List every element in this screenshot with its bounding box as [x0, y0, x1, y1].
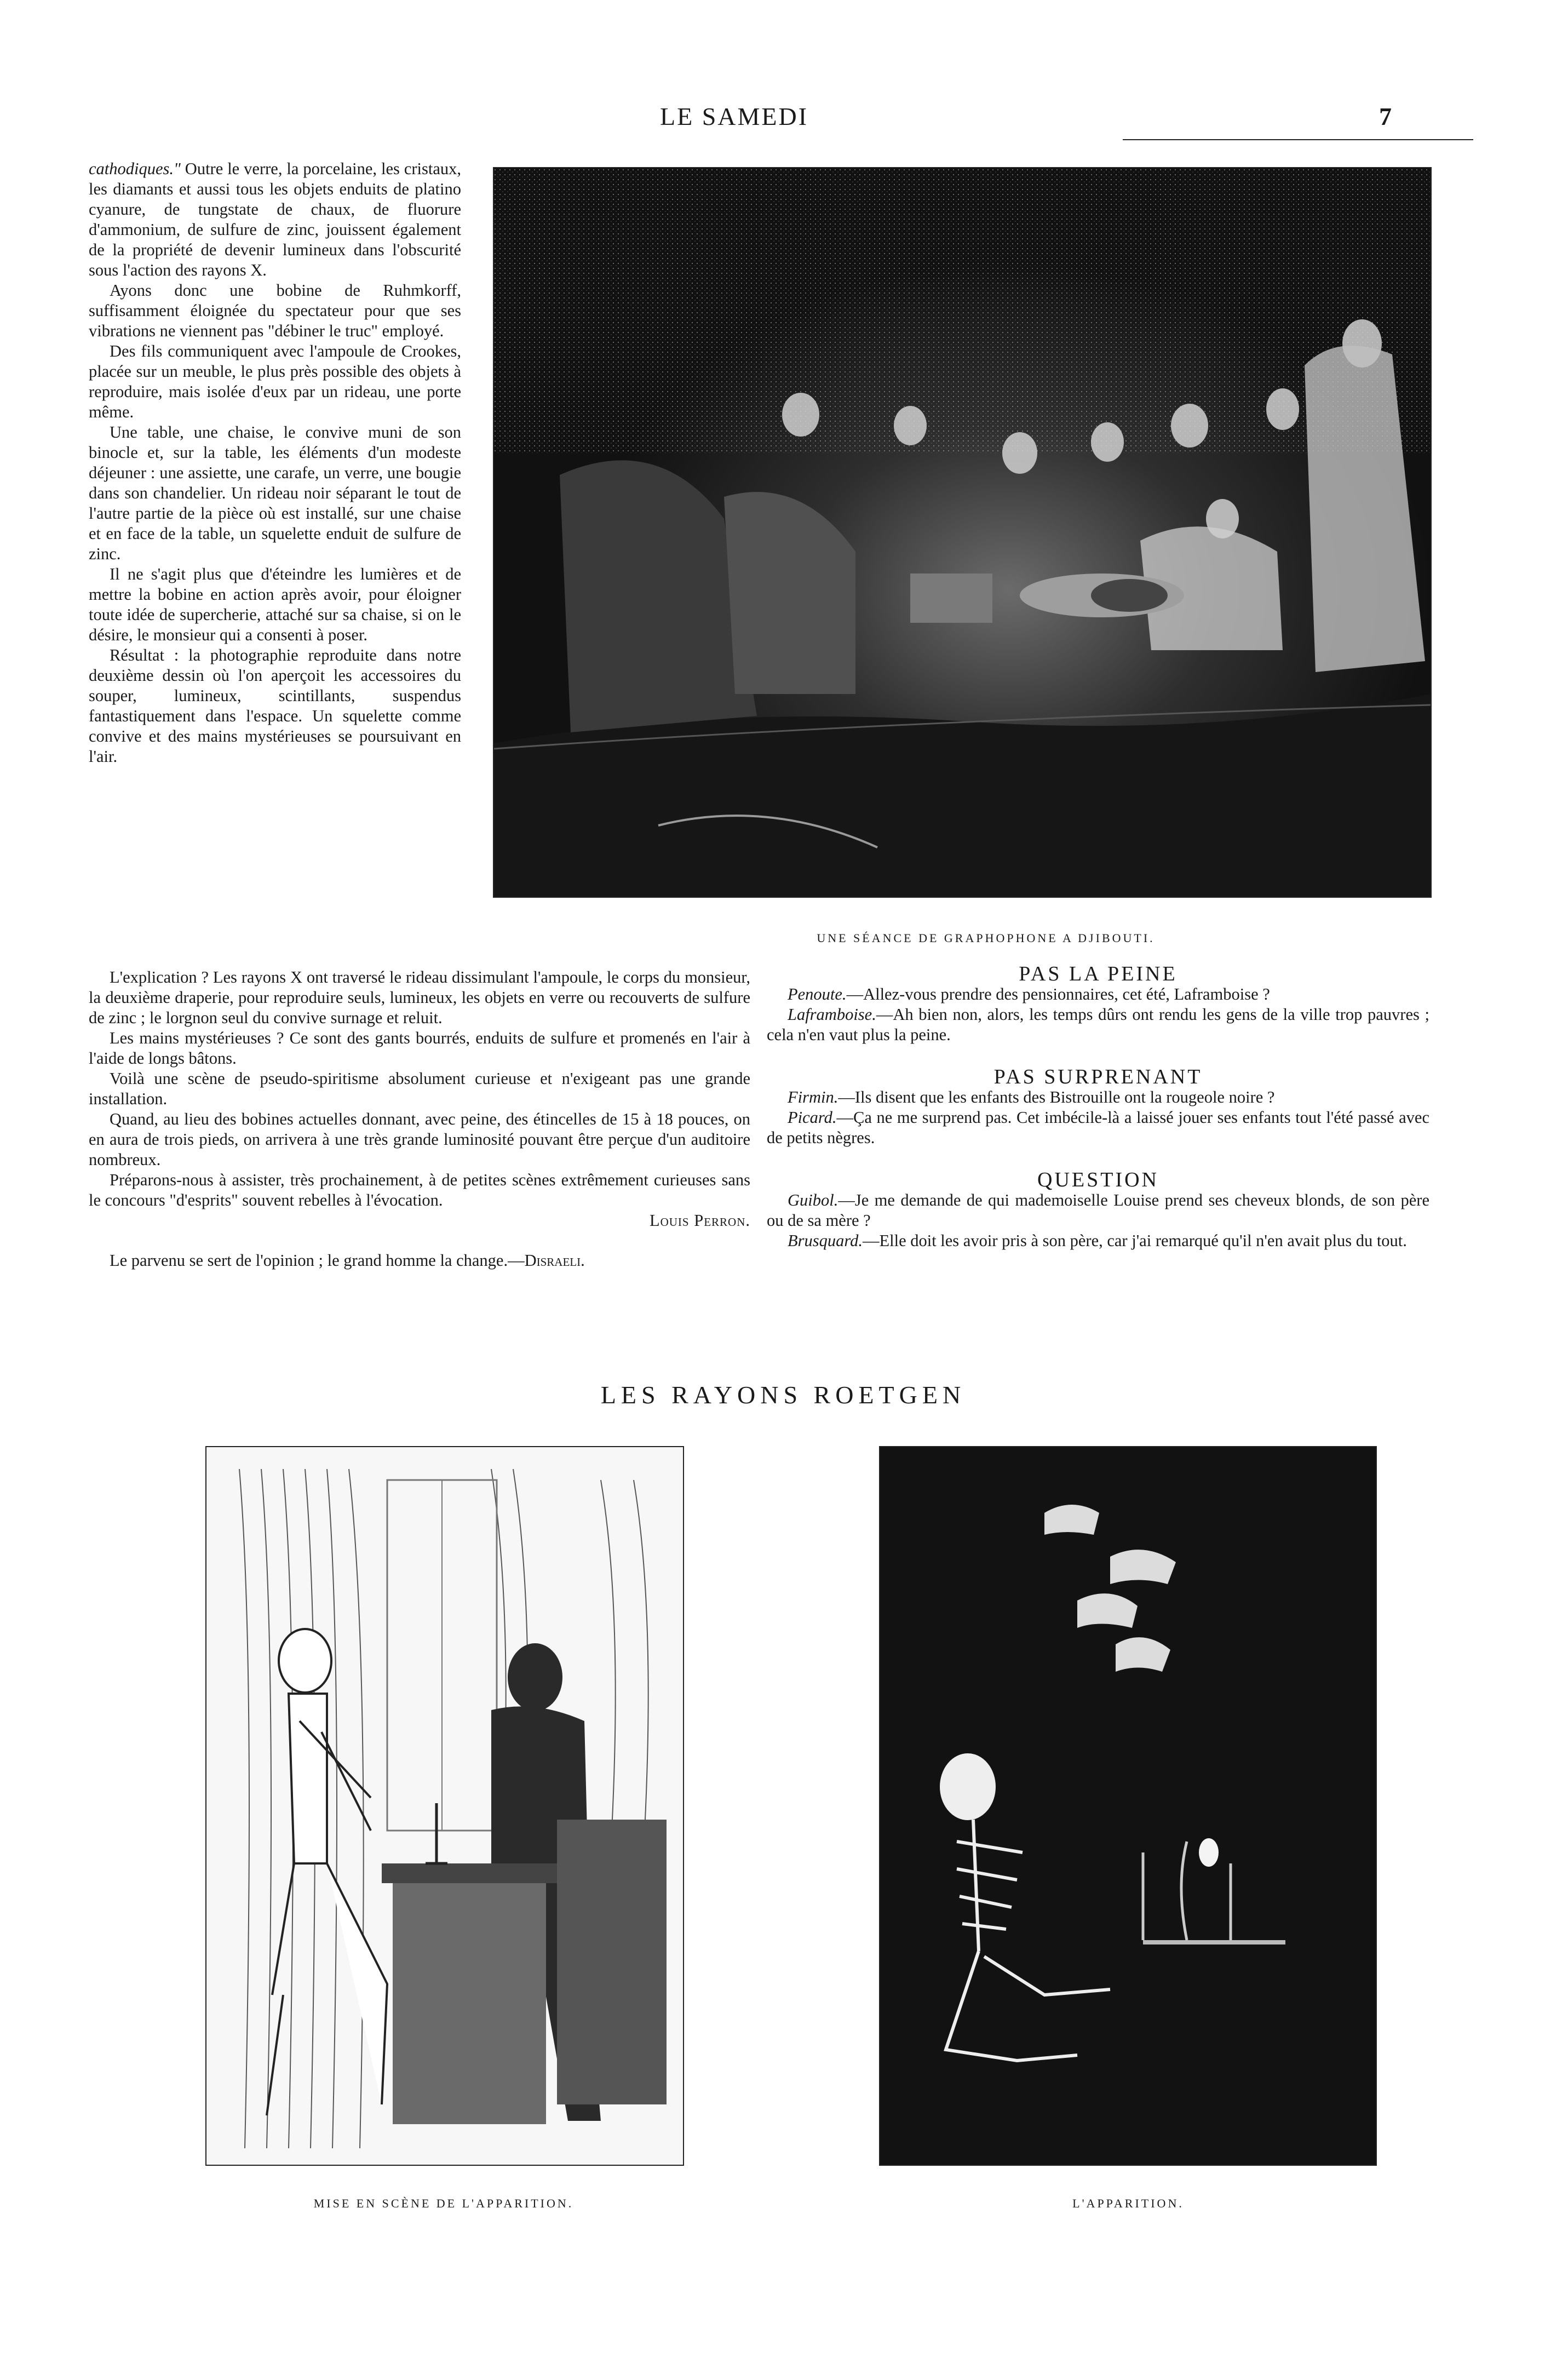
paragraph-text: Outre le verre, la porcelaine, les cristaux, les diamants et aussi tous les objets enduits de platino cyanure, de tungstate de chaux, de fluorure d'ammonium, de sulfure de zinc, jouissent également de la propriété de devenir lumineux dans l'obscurité sous l'action des rayons X. — [89, 159, 461, 279]
apparition-illustration — [879, 1446, 1377, 2166]
joke-speaker: Picard. — [788, 1108, 837, 1127]
article-continuation — [89, 967, 750, 1271]
joke-line — [767, 1005, 1429, 1045]
staging-illustration — [205, 1446, 684, 2166]
article-paragraph: Résultat : la photographie reproduite dans notre deuxième dessin où l'on aperçoit les accessoires du souper, lumineux, scintillants, suspendus fantastiquement dans l'espace. Un squelette comme convive et des mains mystérieuses se poursuivant en l'air. — [89, 646, 461, 766]
article-paragraph: Il ne s'agit plus que d'éteindre les lumières et de mettre la bobine en action après avoir, pour éloigner toute idée de supercherie, attaché sur sa chaise, si on le désire, le monsieur qui a consenti à poser. — [89, 565, 461, 644]
article-paragraph: Voilà une scène de pseudo-spiritisme absolument curieuse et n'exigeant pas une grande installation. — [89, 1069, 750, 1108]
joke-speaker: Penoute. — [788, 985, 847, 1003]
left-article-column — [89, 159, 461, 767]
quote-author: Disraeli. — [524, 1251, 585, 1270]
joke-speaker: Laframboise. — [788, 1005, 876, 1024]
article-paragraph: Préparons-nous à assister, très prochainement, à de petites scènes extrêmement curieuses sans le concours "d'esprits" souvent rebelles à l'évocation. — [89, 1171, 750, 1209]
article-paragraph: Des fils communiquent avec l'ampoule de Crookes, placée sur un meuble, le plus près possible des objets à reproduire, mais isolée d'eux par un rideau, une porte même. — [89, 342, 461, 421]
apparition-caption: L'APPARITION. — [1072, 2196, 1184, 2210]
staging-caption: MISE EN SCÈNE DE L'APPARITION. — [313, 2196, 574, 2210]
jokes-column — [767, 964, 1429, 1251]
glowing-skeleton-engraving — [880, 1447, 1376, 2165]
joke-text: —Je me demande de qui mademoiselle Louise prend ses cheveux blonds, de son père ou de sa mère ? — [767, 1191, 1429, 1230]
joke-line — [767, 1190, 1429, 1231]
article-paragraph: Les mains mystérieuses ? Ce sont des gants bourrés, enduits de sulfure et promenés en l'air à l'aide de longs bâtons. — [89, 1029, 750, 1068]
joke-line — [767, 984, 1429, 1005]
joke-text: —Ah bien non, alors, les temps dûrs ont rendu les gens de la ville trop pauvres ; cela n'en vaut plus la peine. — [767, 1005, 1429, 1044]
author-signature: Louis Perron. — [649, 1211, 750, 1230]
graphophone-caption: UNE SÉANCE DE GRAPHOPHONE A DJIBOUTI. — [817, 931, 1155, 945]
disraeli-quote — [89, 1251, 750, 1271]
graphophone-seance-illustration — [493, 167, 1432, 898]
article-paragraph — [89, 159, 461, 280]
joke-heading: QUESTION — [1037, 1168, 1159, 1191]
joke-line — [767, 1108, 1429, 1148]
night-crowd-engraving — [494, 168, 1431, 897]
joke-speaker: Brusquard. — [788, 1231, 863, 1250]
running-header-title: LE SAMEDI — [660, 102, 809, 130]
quote-text: Le parvenu se sert de l'opinion ; le grand homme la change.— — [110, 1251, 525, 1270]
joke-speaker: Firmin. — [788, 1088, 838, 1106]
joke-heading: PAS SURPRENANT — [993, 1065, 1203, 1088]
joke-line — [767, 1087, 1429, 1108]
header-rule — [1123, 139, 1473, 140]
joke-text: —Ils disent que les enfants des Bistrouille ont la rougeole noire ? — [838, 1088, 1275, 1106]
lead-word: cathodiques." — [89, 159, 181, 178]
article-paragraph: Ayons donc une bobine de Ruhmkorff, suffisamment éloignée du spectateur pour que ses vibrations ne viennent pas "débiner le truc" employé. — [89, 281, 461, 340]
joke-text: —Allez-vous prendre des pensionnaires, cet été, Laframboise ? — [846, 985, 1270, 1003]
joke-text: —Elle doit les avoir pris à son père, car j'ai remarqué qu'il n'en avait plus du tout. — [862, 1231, 1407, 1250]
article-paragraph: Une table, une chaise, le convive muni de son binocle et, sur la table, les éléments d'un modeste déjeuner : une assiette, une carafe, un verre, une bougie dans son chandelier. Un rideau noir séparant le tout de l'autre partie de la pièce où est installé, sur une chaise et en face de la table, un squelette enduit de sulfure de zinc. — [89, 423, 461, 563]
article-paragraph: L'explication ? Les rayons X ont traversé le rideau dissimulant l'ampoule, le corps du monsieur, la deuxième draperie, pour reproduire seuls, lumineux, les objets en verre ou recouverts de sulfure de zinc ; le lorgnon seul du convive surnage et reluit. — [89, 968, 750, 1027]
joke-line — [767, 1231, 1429, 1251]
section-title: LES RAYONS ROETGEN — [600, 1381, 966, 1409]
article-paragraph: Quand, au lieu des bobines actuelles donnant, avec peine, des étincelles de 15 à 18 pouces, on en aura de trois pieds, on arrivera à une très grande luminosité pouvant être perçue d'un auditoire nombreux. — [89, 1110, 750, 1169]
joke-text: —Ça ne me surprend pas. Cet imbécile-là a laissé jouer ses enfants tout l'été passé avec de petits nègres. — [767, 1108, 1429, 1147]
joke-speaker: Guibol. — [788, 1191, 838, 1209]
joke-heading: PAS LA PEINE — [1019, 962, 1178, 985]
page-number: 7 — [1379, 102, 1393, 130]
skeleton-and-diner-engraving — [206, 1447, 683, 2165]
